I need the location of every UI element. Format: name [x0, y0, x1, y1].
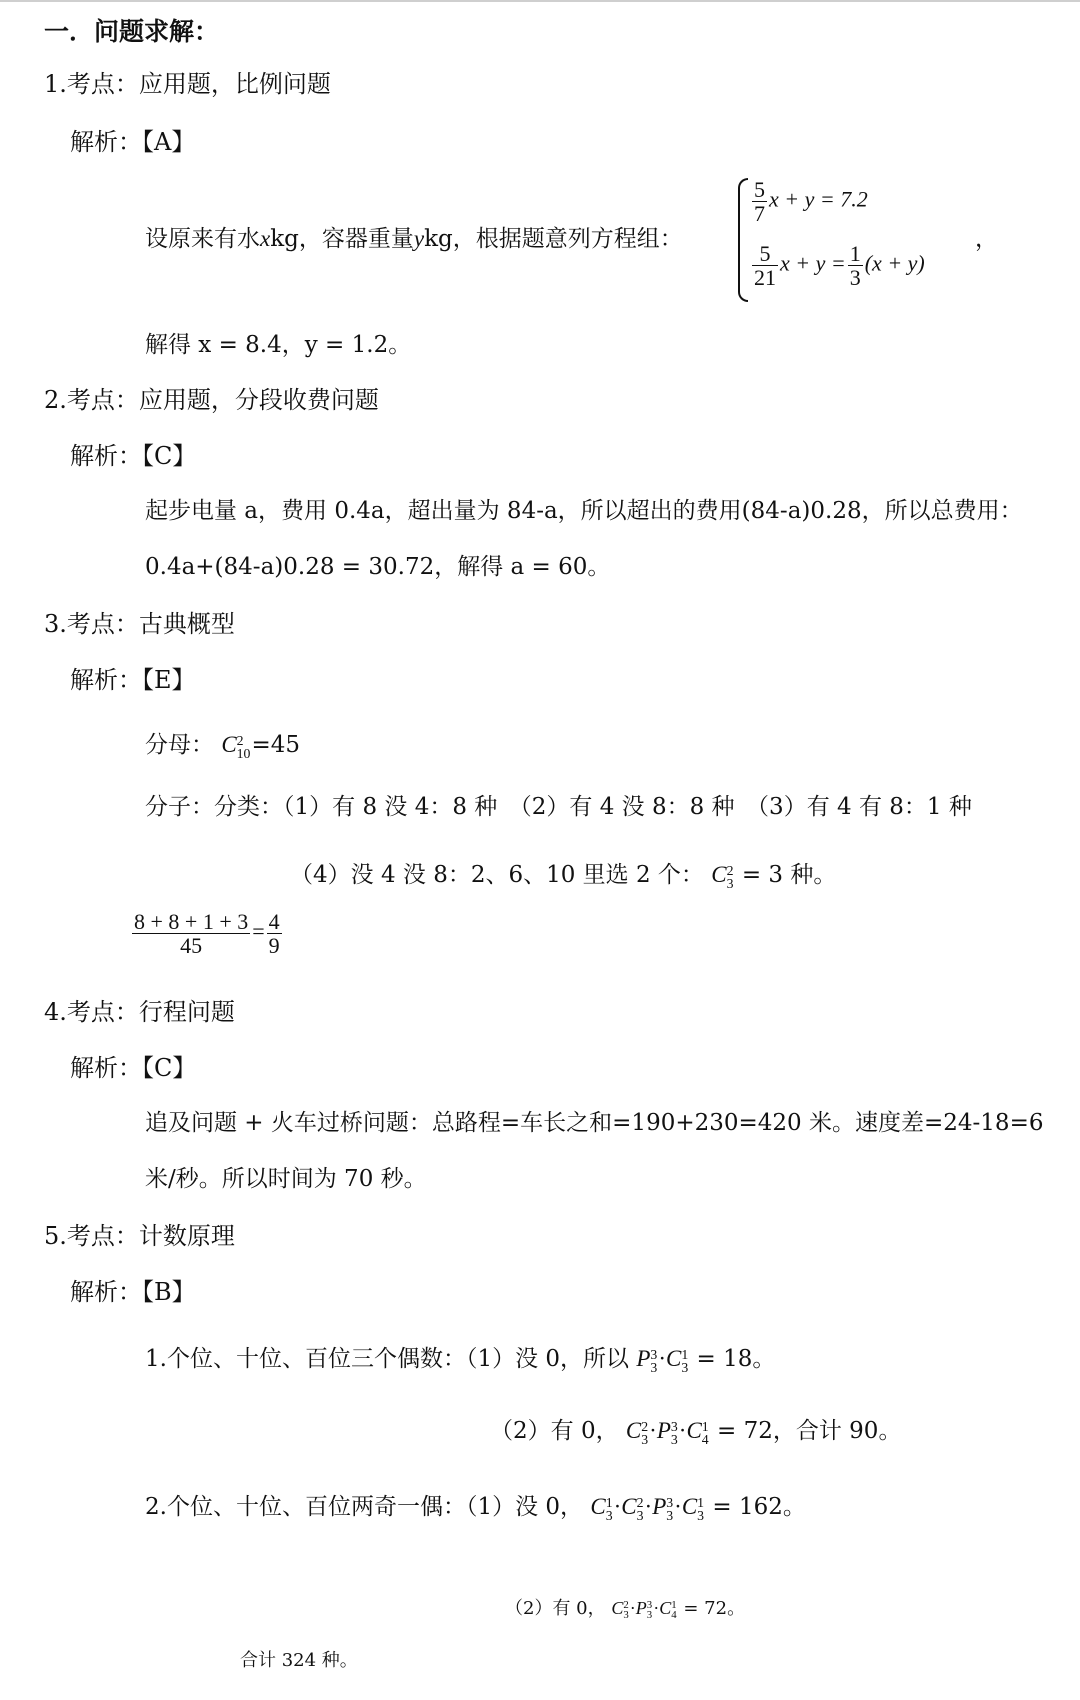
combination-c-3-2: C 2 3: [711, 862, 734, 891]
q4-kaodian: 4.考点：行程问题: [44, 998, 235, 1026]
q3-frac-num: 8 + 8 + 1 + 3: [134, 909, 249, 934]
q1-eq2-den2: 3: [849, 265, 861, 291]
q5-part2b-value: = 72。: [683, 1598, 746, 1619]
q1-eq1-num: 5: [754, 177, 765, 202]
q3-frac-den2: 9: [268, 933, 280, 959]
q1-result: 解得 x = 8.4，y = 1.2。: [145, 332, 412, 358]
q3-frac-main: [132, 910, 250, 957]
q1-eq2-num: 5: [759, 241, 771, 266]
q1-jiexi: 解析：【A】: [70, 128, 196, 156]
q5-part1b-text: （2）有 0，: [490, 1418, 619, 1444]
q3-jiexi: 解析：【E】: [70, 666, 196, 694]
q1-setup-kg1: kg，容器重量: [270, 226, 414, 252]
q3-case4-line: [290, 856, 836, 890]
q1-eq1-fraction: [752, 178, 767, 225]
q5-part1-value: = 18。: [696, 1346, 776, 1372]
q5-part1b-line: [490, 1412, 901, 1446]
section-title: 一．问题求解：: [44, 17, 220, 46]
q1-setup-x: x: [260, 226, 271, 251]
q3-frac-den: 45: [132, 933, 250, 957]
q1-eq2-fraction: [752, 242, 778, 289]
q1-eq2-rest: (x + y): [864, 250, 925, 276]
combination-c-10-2: C 2 10: [221, 732, 251, 761]
q5-kaodian: 5.考点：计数原理: [44, 1222, 235, 1250]
q5-part1-text: 1.个位、十位、百位三个偶数：（1）没 0，所以: [145, 1346, 630, 1372]
q5-total: 合计 324 种。: [240, 1650, 358, 1671]
q1-setup-y: y: [413, 226, 425, 251]
q1-eq1-rest: x + y = 7.2: [769, 186, 868, 212]
q5-part2-text: 2.个位、十位、百位两奇一偶：（1）没 0，: [145, 1494, 584, 1520]
q5-part2b-line: [505, 1594, 745, 1620]
q1-eq2-fraction-2: [848, 242, 863, 289]
q3-fenmu-label: 分母：: [145, 732, 214, 758]
q1-eq2-mid: x + y =: [780, 250, 846, 276]
q4-line-2: 米/秒。所以时间为 70 秒。: [145, 1166, 427, 1192]
q4-line-1: 追及问题 + 火车过桥问题：总路程=车长之和=190+230=420 米。速度差=24-18=6: [145, 1110, 1044, 1136]
q3-frac-num2: 4: [268, 909, 280, 934]
q1-setup-text: 设原来有水: [145, 226, 260, 252]
q2-line-2: 0.4a+(84-a)0.28 = 30.72，解得 a = 60。: [145, 554, 611, 580]
q3-probability: [130, 910, 284, 957]
q2-line-1: 起步电量 a，费用 0.4a，超出量为 84-a，所以超出的费用(84-a)0.28，所以总费用：: [145, 498, 1023, 524]
formula-c31-c32-p33-c31: C 1 3 ·C 2 3 ·P 3 3 ·C 1 3: [590, 1494, 705, 1523]
q3-fenmu-value: =45: [251, 732, 300, 758]
q5-jiexi: 解析：【B】: [70, 1278, 196, 1306]
q1-comma: ，: [975, 226, 998, 252]
q4-jiexi: 解析：【C】: [70, 1054, 197, 1082]
formula-p33-c31: P 3 3 ·C 1 3: [636, 1346, 689, 1375]
q2-kaodian: 2.考点：应用题，分段收费问题: [44, 386, 379, 414]
q5-part1-line: [145, 1340, 775, 1374]
q5-part2b-text: （2）有 0，: [505, 1598, 606, 1619]
q5-part2-value: = 162。: [712, 1494, 806, 1520]
q1-setup-kg2: kg，根据题意列方程组：: [424, 226, 683, 252]
q1-kaodian: 1.考点：应用题，比例问题: [44, 70, 331, 98]
q1-eq2-num2: 1: [849, 241, 861, 266]
formula-c32-p33-c41-small: C 2 3 ·P 3 3 ·C 1 4: [611, 1598, 677, 1621]
equation-system-brace: [738, 178, 748, 302]
q1-equation-1: [750, 178, 868, 225]
q5-part2-line: [145, 1488, 806, 1522]
q1-equation-2: [750, 242, 925, 289]
q3-kaodian: 3.考点：古典概型: [44, 610, 235, 638]
formula-c32-p33-c41: C 2 3 ·P 3 3 ·C 1 4: [625, 1418, 709, 1447]
q3-case4-text: （4）没 4 没 8：2、6、10 里选 2 个：: [290, 862, 704, 888]
q1-setup-line: [145, 220, 683, 253]
q3-case4-value: = 3 种。: [741, 862, 837, 888]
q3-frac-eq: =: [252, 918, 265, 944]
q1-eq1-den: 7: [754, 201, 765, 227]
q5-part1b-value: = 72，合计 90。: [717, 1418, 902, 1444]
q1-eq2-den: 21: [754, 265, 776, 291]
q3-frac-result: [267, 910, 282, 957]
q3-fenmu-line: [145, 726, 300, 760]
q3-fenzi-line: 分子：分类：（1）有 8 没 4：8 种 （2）有 4 没 8：8 种 （3）有 4 有 8：1 种: [145, 794, 972, 820]
q2-jiexi: 解析：【C】: [70, 442, 197, 470]
